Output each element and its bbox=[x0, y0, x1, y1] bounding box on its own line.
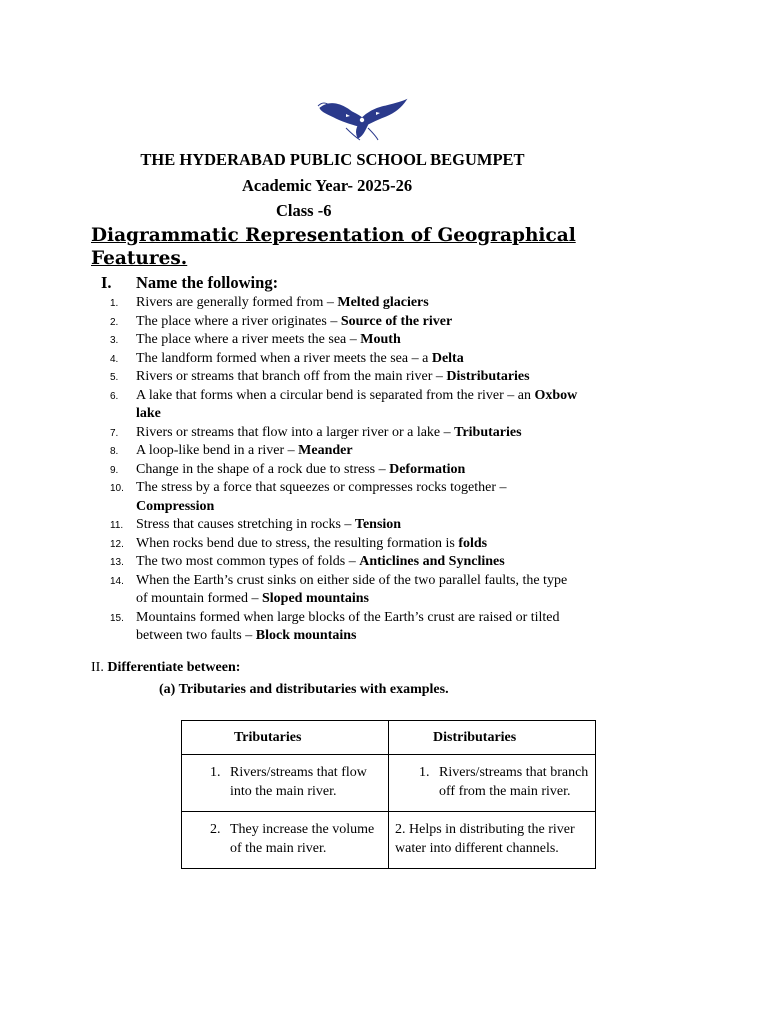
cell-number: 1. bbox=[419, 765, 430, 780]
item-answer: Anticlines and Synclines bbox=[359, 554, 505, 569]
table-cell: 2. Helps in distributing the river water into different channels. bbox=[389, 812, 596, 869]
item-answer: Compression bbox=[136, 498, 215, 514]
item-answer: Melted glaciers bbox=[337, 295, 429, 310]
table-header-tributaries: Tributaries bbox=[182, 721, 389, 755]
item-text: The place where a river originates – bbox=[136, 313, 341, 329]
item-number: 13. bbox=[110, 557, 124, 568]
page-title: Diagrammatic Representation of Geographical Features. bbox=[91, 225, 576, 269]
item-number: 15. bbox=[110, 612, 124, 624]
item-text: A loop-like bend in a river – bbox=[136, 443, 299, 458]
item-number: 9. bbox=[110, 464, 119, 476]
item-text: Change in the shape of a rock due to stress – bbox=[136, 461, 390, 477]
school-name: THE HYDERABAD PUBLIC SCHOOL BEGUMPET bbox=[140, 150, 525, 169]
list-item bbox=[110, 479, 580, 516]
item-text: When rocks bend due to stress, the resulting formation is bbox=[136, 535, 459, 551]
item-answer: Tension bbox=[354, 517, 402, 532]
item-number: 8. bbox=[110, 446, 119, 457]
item-number: 2. bbox=[110, 316, 119, 328]
item-number: 10. bbox=[110, 483, 124, 494]
item-number: 12. bbox=[110, 538, 124, 550]
section-2-subheading: (a) Tributaries and distributaries with examples. bbox=[159, 682, 449, 697]
section-2-title: Differentiate between: bbox=[107, 660, 241, 675]
cell-number: 1. bbox=[210, 765, 221, 780]
item-number: 14. bbox=[110, 575, 124, 587]
list-item bbox=[110, 294, 580, 313]
item-text: Rivers or streams that branch off from the main river – bbox=[136, 369, 447, 384]
section-1-heading bbox=[101, 273, 278, 293]
table-row bbox=[182, 812, 596, 869]
table-header-distributaries: Distributaries bbox=[389, 721, 596, 755]
eagle-emblem-icon bbox=[316, 98, 408, 142]
table-row bbox=[182, 755, 596, 812]
item-answer: Mouth bbox=[360, 332, 401, 347]
list-item bbox=[110, 442, 580, 461]
item-number: 3. bbox=[110, 335, 119, 346]
item-text: Stress that causes stretching in rocks – bbox=[136, 517, 355, 532]
item-answer: Delta bbox=[431, 350, 464, 366]
cell-number: 2. bbox=[210, 822, 221, 837]
item-text: The two most common types of folds – bbox=[136, 554, 360, 569]
section-2-number: II. bbox=[91, 660, 104, 675]
list-item bbox=[110, 387, 580, 424]
item-answer: Tributaries bbox=[454, 424, 522, 440]
item-answer: Sloped mountains bbox=[261, 591, 369, 606]
item-text: Rivers are generally formed from – bbox=[136, 295, 338, 310]
list-item bbox=[110, 313, 580, 332]
cell-text: Rivers/streams that branch off from the main river. bbox=[439, 765, 589, 799]
list-item bbox=[110, 424, 580, 443]
list-item bbox=[110, 535, 580, 554]
item-text: The stress by a force that squeezes or compresses rocks together – bbox=[136, 480, 507, 495]
list-item bbox=[110, 572, 580, 609]
item-answer: folds bbox=[458, 535, 488, 551]
item-text: Mountains formed when large blocks of the Earth’s crust are raised or tilted between two faults – bbox=[136, 609, 560, 643]
list-item bbox=[110, 368, 580, 387]
section-2-heading bbox=[91, 660, 240, 676]
section-1-number: I. bbox=[101, 273, 112, 292]
item-text: The landform formed when a river meets the sea – a bbox=[136, 350, 432, 366]
list-item bbox=[110, 553, 580, 572]
item-answer: Source of the river bbox=[340, 313, 453, 329]
item-answer: Distributaries bbox=[446, 369, 530, 384]
cell-text: They increase the volume of the main river. bbox=[230, 822, 375, 856]
list-item bbox=[110, 350, 580, 369]
item-answer: Deformation bbox=[389, 461, 466, 477]
class-label: Class -6 bbox=[276, 201, 332, 220]
item-text: The place where a river meets the sea – bbox=[136, 332, 361, 347]
item-text: Rivers or streams that flow into a larger river or a lake – bbox=[136, 424, 455, 440]
table-header-row bbox=[182, 721, 596, 755]
item-answer: Meander bbox=[298, 443, 353, 458]
academic-year: Academic Year- 2025-26 bbox=[242, 176, 413, 195]
table-cell bbox=[389, 755, 596, 812]
item-number: 1. bbox=[110, 298, 119, 309]
list-item bbox=[110, 516, 580, 535]
question-list bbox=[110, 294, 580, 646]
item-answer: Oxbow lake bbox=[136, 387, 578, 421]
item-number: 4. bbox=[110, 353, 119, 365]
section-1-title: Name the following: bbox=[136, 273, 279, 292]
differentiation-table bbox=[181, 720, 596, 869]
item-text: When the Earth’s crust sinks on either side of the two parallel faults, the type of mountain formed – bbox=[136, 572, 568, 606]
item-number: 5. bbox=[110, 372, 119, 383]
item-text: A lake that forms when a circular bend is separated from the river – an bbox=[136, 387, 535, 403]
item-number: 11. bbox=[110, 520, 124, 531]
list-item bbox=[110, 461, 580, 480]
table-cell bbox=[182, 812, 389, 869]
list-item bbox=[110, 331, 580, 350]
item-number: 6. bbox=[110, 390, 119, 402]
item-answer: Block mountains bbox=[255, 628, 357, 643]
list-item bbox=[110, 609, 580, 646]
cell-text: Rivers/streams that flow into the main river. bbox=[230, 765, 367, 799]
table-cell bbox=[182, 755, 389, 812]
item-number: 7. bbox=[110, 427, 119, 439]
